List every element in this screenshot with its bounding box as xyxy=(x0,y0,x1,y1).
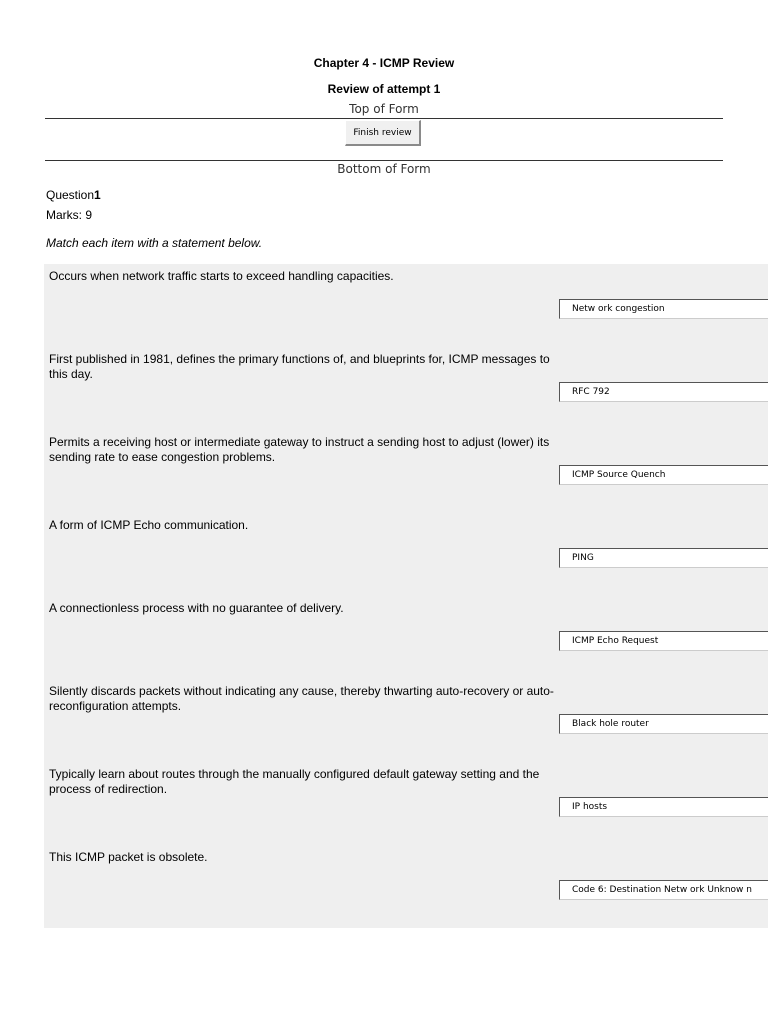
match-statement: A form of ICMP Echo communication. xyxy=(49,518,249,532)
match-statement: This ICMP packet is obsolete. xyxy=(49,850,208,864)
match-answer-select[interactable]: IP hosts xyxy=(559,797,768,817)
match-row xyxy=(44,430,768,513)
match-statement: Permits a receiving host or intermediate gateway to instruct a sending host to adjust (lower) its sending rate to ease congestion problems. xyxy=(49,435,550,464)
match-statement: First published in 1981, defines the primary functions of, and blueprints for, ICMP messages to this day. xyxy=(49,352,550,381)
match-answer-select[interactable]: RFC 792 xyxy=(559,382,768,402)
question-label: Question xyxy=(46,188,95,202)
question-heading xyxy=(46,188,101,202)
question-instructions: Match each item with a statement below. xyxy=(46,236,263,250)
match-statement: A connectionless process with no guarantee of delivery. xyxy=(49,601,344,615)
match-answer-select[interactable]: Netw ork congestion xyxy=(559,299,768,319)
match-row xyxy=(44,845,768,928)
match-statement: Typically learn about routes through the manually configured default gateway setting and the process of redirection. xyxy=(49,767,540,796)
match-row xyxy=(44,513,768,596)
question-number: 1 xyxy=(94,188,101,202)
question-marks: Marks: 9 xyxy=(46,208,93,222)
bottom-of-form-marker: Bottom of Form xyxy=(337,162,431,176)
match-answer-select[interactable]: ICMP Source Quench xyxy=(559,465,768,485)
match-row xyxy=(44,596,768,679)
form-divider-bottom xyxy=(45,160,723,161)
match-answer-select[interactable]: Code 6: Destination Netw ork Unknow n xyxy=(559,880,768,900)
top-of-form-marker: Top of Form xyxy=(349,102,419,116)
match-statement: Occurs when network traffic starts to exceed handling capacities. xyxy=(49,269,394,283)
match-row xyxy=(44,347,768,430)
match-answer-select[interactable]: Black hole router xyxy=(559,714,768,734)
match-row xyxy=(44,762,768,845)
match-row xyxy=(44,264,768,347)
match-row xyxy=(44,679,768,762)
match-answer-select[interactable]: PING xyxy=(559,548,768,568)
finish-review-button[interactable]: Finish review xyxy=(345,120,421,146)
matching-table xyxy=(44,264,768,928)
form-divider-top xyxy=(45,118,723,119)
match-statement: Silently discards packets without indicating any cause, thereby thwarting auto-recovery or auto-reconfiguration attempts. xyxy=(49,684,554,713)
match-answer-select[interactable]: ICMP Echo Request xyxy=(559,631,768,651)
page-title: Chapter 4 - ICMP Review xyxy=(313,56,455,70)
page-subtitle: Review of attempt 1 xyxy=(327,82,441,96)
